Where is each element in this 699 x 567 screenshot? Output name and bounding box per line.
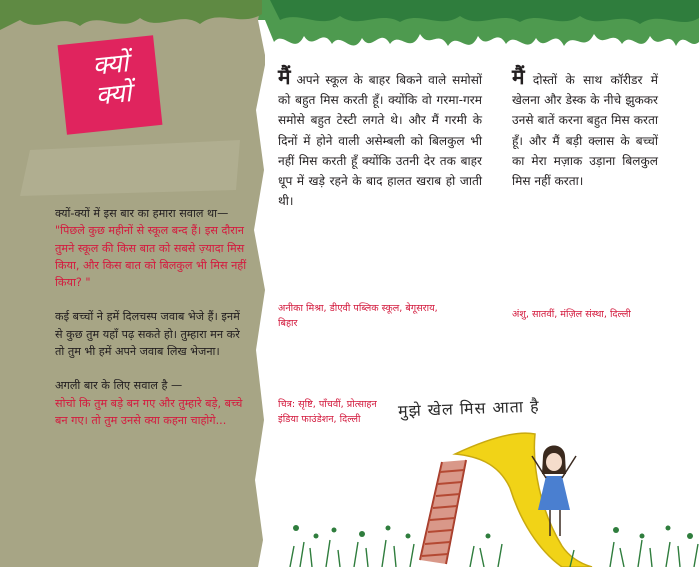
logo-line-2: क्यों — [94, 78, 133, 112]
response-note: कई बच्चों ने हमें दिलचस्प जवाब भेजे हैं। इनमें से कुछ तुम यहाँ पढ़ सकते हो। तुम्हारा मन करे तो तुम भी हमें अपने जवाब लिख भेजना। — [55, 310, 240, 359]
logo-line-1: क्यों — [91, 48, 130, 82]
answer-1-credit: अनीका मिश्रा, डीएवी पब्लिक स्कूल, बेगूसराय, बिहार — [278, 303, 438, 329]
slide-shape — [455, 433, 592, 567]
drawing-handwriting: मुझे खेल मिस आता है — [397, 396, 540, 421]
answer-2-credit: अंशु, सातवीं, मंज़िल संस्था, दिल्ली — [512, 309, 631, 320]
answer-1 — [278, 65, 482, 211]
answer-1-text: अपने स्कूल के बाहर बिकने वाले समोसों को बहुत मिस करती हूँ। क्योंकि वो गरमा-गरम समोसे बहुत टेस्टी लगते थे। और मैं गरमी के दिनों में होने वाली असेम्बली को बिलकुल भी नहीं मिस करती हूँ क्योंकि उतनी देर तक बाहर धूप में खड़े रहने के बाद हालत खराब हो जाती थी। — [278, 73, 482, 209]
answer-2 — [512, 65, 658, 191]
question-label: क्यों-क्यों में इस बार का हमारा सवाल था— — [55, 207, 229, 220]
section-logo — [61, 45, 163, 115]
next-question-text: सोचो कि तुम बड़े बन गए और तुम्हारे बड़े, बच्चे बन गए। तो तुम उनसे क्या कहना चाहोगे... — [55, 396, 243, 427]
answer-1-lead: मैं — [278, 65, 291, 89]
answer-2-text: दोस्तों के साथ कॉरीडर में खेलना और डेस्क के नीचे झुककर उनसे बातें करना बहुत मिस करता हूँ। और मैं बड़ी क्लास के बच्चों का मेरा मज़ाक उड़ाना बिलकुल मिस नहीं करता। — [512, 73, 658, 189]
question-text: "पिछले कुछ महीनों से स्कूल बन्द हैं। इस दौरान तुमने स्कूल की किस बात को सबसे ज़्यादा मिस किया, और किस बात को बिलकुल भी मिस नहीं किया? " — [55, 224, 247, 290]
answer-2-lead: मैं — [512, 65, 525, 89]
illustration-caption: चित्र: सृष्टि, पाँचवीं, प्रोत्साहन इंडिया फाउंडेशन, दिल्ली — [278, 399, 377, 425]
drawn-grass — [290, 540, 698, 567]
next-question-label: अगली बार के लिए सवाल है — — [55, 379, 183, 393]
intro-text — [55, 205, 250, 446]
